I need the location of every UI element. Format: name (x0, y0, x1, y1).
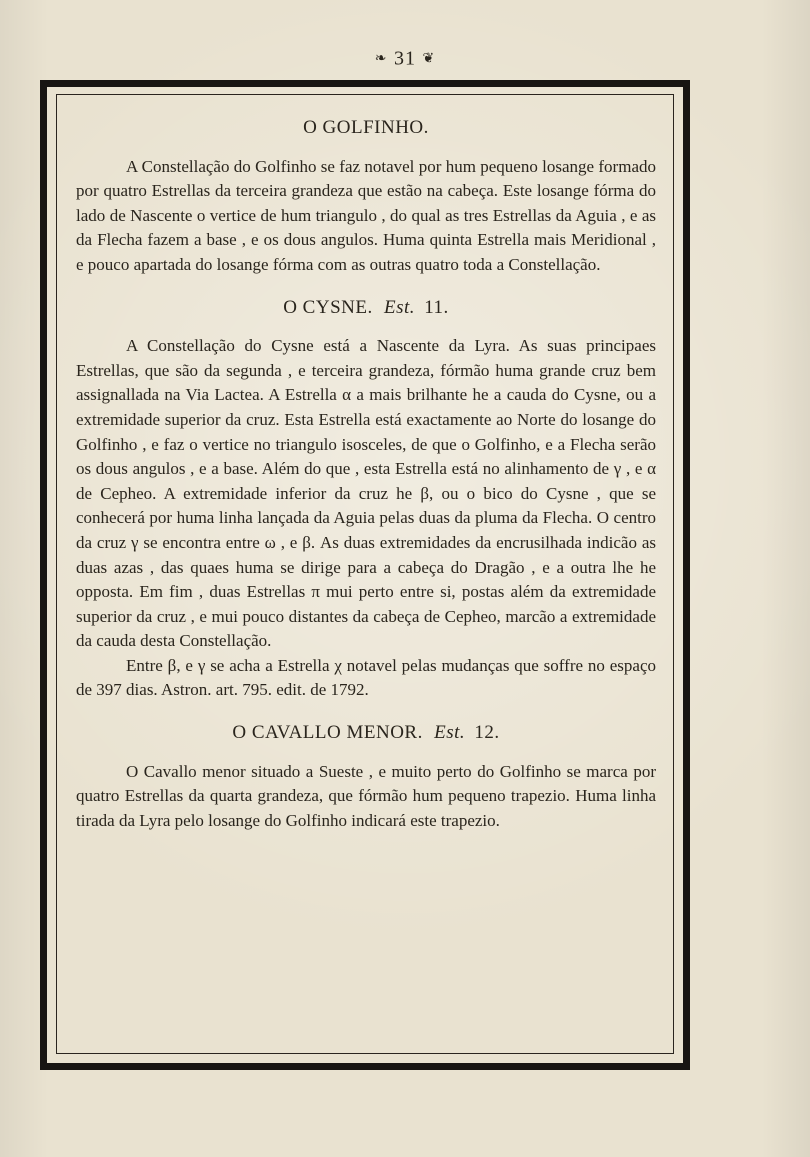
section-title-text: O CAVALLO MENOR. (232, 722, 423, 744)
section-title-text: O GOLFINHO. (303, 117, 429, 138)
section-title-text: O CYSNE. (283, 296, 373, 318)
plate-reference-label: Est. (434, 722, 466, 744)
body-paragraph: A Constellação do Golfinho se faz notavel por hum pequeno losange formado por quatro Estrellas da terceira grandeza que estão na cabeça. Este losange fórma do lado de Nascente o vertice de hum triangulo , do qual as tres Estrellas da Aguia , e as da Flecha fazem a base , e os dous angulos. Huma quinta Estrella mais Meridional , e pouco apartada do losange fórma com as outras quatro toda a Constellação. (76, 156, 656, 274)
body-paragraph: O Cavallo menor situado a Sueste , e muito perto do Golfinho se marca por quatro Estrellas da quarta grandeza, que fórmão hum pequeno trapezio. Huma linha tirada da Lyra pelo losange do Golfinho indicará este trapezio. (76, 761, 656, 830)
right-ornament-icon: ❦ (422, 51, 436, 67)
left-ornament-icon: ❧ (374, 51, 388, 67)
section-title (76, 721, 656, 746)
page-number: 31 (394, 47, 416, 70)
section-title (76, 296, 656, 321)
plate-reference-label: Est. (383, 296, 415, 318)
section-golfinho (76, 116, 656, 278)
plate-number: 11. (424, 296, 449, 318)
page-header (0, 44, 810, 84)
body-paragraph: A Constellação do Cysne está a Nascente da Lyra. As suas principaes Estrellas, que são da segunda , e terceira grandeza, fórmão huma grande cruz bem assignallada na Via Lactea. A Estrella α a mais brilhante he a cauda do Cysne, ou a extremidade superior da cruz. Esta Estrella está exactamente ao Norte do losange do Golfinho , e faz o vertice no triangulo isosceles, de que o Golfinho, e a Flecha serão os dous angulos , e a base. Além do que , esta Estrella está no alinhamento de γ , e α de Cepheo. A extremidade inferior da cruz he β, ou o bico do Cysne , que se conhecerá por huma linha lançada da Aguia pelas duas da pluma da Flecha. O centro da cruz γ se encontra entre ω , e β. As duas extremidades da encrusilhada indicão as duas azas , das quaes huma se dirige para a cabeça do Dragão , e a outra lhe he opposta. Em fim , duas Estrellas π mui perto entre si, postas além da extremidade superior da cruz , e mui pouco distantes da cabeça de Cepheo, marcão a extremidade da cauda desta Constellação. (76, 336, 656, 651)
section-spacer (76, 278, 656, 288)
body-paragraph: Entre β, e γ se acha a Estrella χ notavel pelas mudanças que soffre no espaço de 397 dias. Astron. art. 795. edit. de 1792. (76, 655, 656, 700)
page-content (76, 108, 656, 833)
section-title (76, 116, 656, 141)
plate-number: 12. (474, 722, 500, 744)
section-cavallo-menor (76, 721, 656, 833)
section-spacer (76, 703, 656, 713)
section-cysne (76, 296, 656, 704)
